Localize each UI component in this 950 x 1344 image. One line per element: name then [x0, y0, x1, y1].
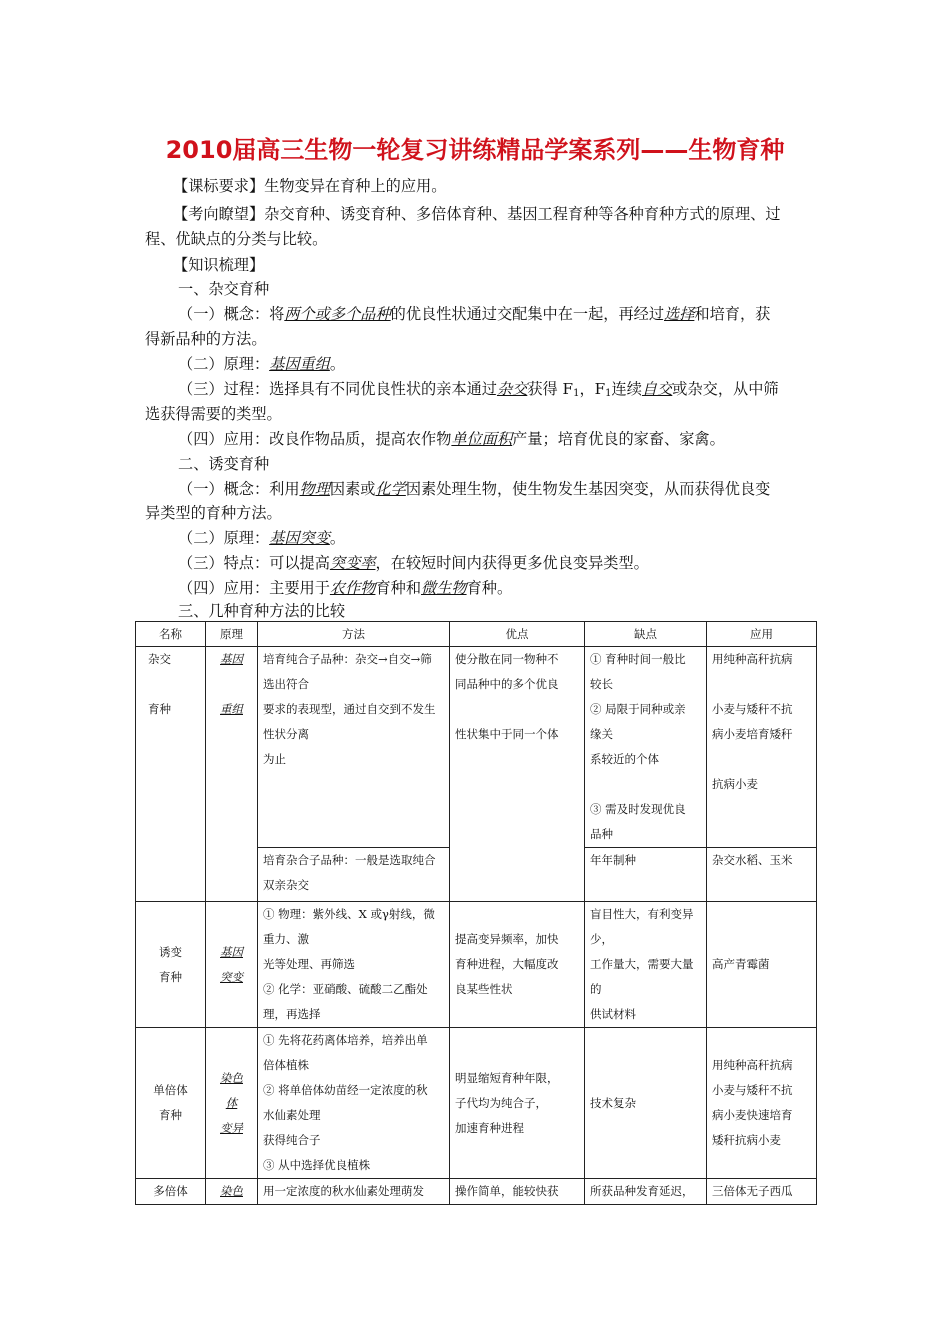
cross-breeding-method-b: 培育杂合子品种：一般是选取纯合 双亲杂交 [258, 848, 450, 902]
section-2-heading: 二、诱变育种 [178, 455, 270, 473]
haploid-breeding-method: ① 先将花药离体培养，培养出单 倍体植株 ② 将单倍体幼苗经一定浓度的秋 水仙素处理 获得纯合子 ③ 从中选择优良植株 [258, 1028, 450, 1179]
haploid-breeding-name-cell: 单倍体 育种 [136, 1028, 206, 1179]
polyploid-breeding-method: 用一定浓度的秋水仙素处理萌发 [258, 1179, 450, 1205]
cross-breeding-app-b: 杂交水稻、玉米 [707, 848, 817, 902]
s2-feature-line: （三）特点：可以提高突变率，在较短时间内获得更多优良变异类型。 [178, 554, 649, 572]
polyploid-breeding-name-cell: 多倍体 [136, 1179, 206, 1205]
s1-concept-line: （一）概念：将两个或多个品种的优良性状通过交配集中在一起，再经过选择和培育，获 [178, 305, 771, 323]
table-row [136, 1028, 817, 1179]
mutation-breeding-pros: 提高变异频率，加快 育种进程，大幅度改 良某些性状 [450, 902, 585, 1028]
polyploid-breeding-cons: 所获品种发育延迟， [585, 1179, 707, 1205]
haploid-breeding-pros: 明显缩短育种年限， 子代均为纯合子， 加速育种进程 [450, 1028, 585, 1179]
cell-text: 用纯种高秆抗病 [712, 652, 793, 666]
cross-breeding-pros-cell [450, 647, 585, 902]
mutation-breeding-name-cell: 诱变 育种 [136, 902, 206, 1028]
cross-breeding-cons-a: ① 育种时间一般比 较长 ② 局限于同种或亲 缘关 系较近的个体 ③ 需及时发现优良 品种 [585, 647, 707, 848]
cross-breeding-app-a [707, 647, 817, 848]
knowledge-heading: 【知识梳理】 [173, 256, 265, 274]
header-cons: 缺点 [585, 622, 707, 647]
polyploid-breeding-pros: 操作简单，能较快获 [450, 1179, 585, 1205]
cell-text: 基因 [220, 652, 243, 666]
s2-concept-line: （一）概念：利用物理因素或化学因素处理生物，使生物发生基因突变，从而获得优良变 [178, 480, 771, 498]
cell-text: 重组 [220, 702, 243, 716]
haploid-breeding-cons: 技术复杂 [585, 1028, 707, 1179]
cell-text: 小麦与矮秆不抗 病小麦培育矮秆 [712, 702, 793, 741]
header-principle: 原理 [206, 622, 258, 647]
s1-application-line: （四）应用：改良作物品质，提高农作物单位面积产量；培育优良的家畜、家禽。 [178, 430, 725, 448]
cell-text: 育种 [148, 702, 171, 716]
cell-text: 使分散在同一物种不 同品种中的多个优良 [455, 652, 559, 691]
table-row [136, 902, 817, 1028]
s1-principle-line: （二）原理：基因重组。 [178, 355, 346, 373]
polyploid-breeding-principle-cell: 染色 [206, 1179, 258, 1205]
s2-concept-line-2: 异类型的育种方法。 [145, 504, 282, 522]
s1-process-line-2: 选获得需要的类型。 [145, 405, 282, 423]
mutation-breeding-principle-cell: 基因 突变 [206, 902, 258, 1028]
table-header-row [136, 622, 817, 647]
header-application: 应用 [707, 622, 817, 647]
mutation-breeding-app: 高产青霉菌 [707, 902, 817, 1028]
cross-breeding-method-a: 培育纯合子品种：杂交→自交→筛 选出符合 要求的表现型，通过自交到不发生 性状分离 为止 [258, 647, 450, 848]
s2-principle-line: （二）原理：基因突变。 [178, 529, 346, 547]
s1-concept-line-2: 得新品种的方法。 [145, 330, 267, 348]
mutation-breeding-cons: 盲目性大，有利变异 少， 工作量大，需要大量 的 供试材料 [585, 902, 707, 1028]
header-pros: 优点 [450, 622, 585, 647]
table-row [136, 1179, 817, 1205]
cell-text: 抗病小麦 [712, 777, 758, 791]
outlook-line-1: 【考向瞭望】杂交育种、诱变育种、多倍体育种、基因工程育种等各种育种方式的原理、过 [173, 205, 781, 223]
cross-breeding-cons-b: 年年制种 [585, 848, 707, 902]
cross-breeding-name-cell [136, 647, 206, 902]
page-title: 2010届高三生物一轮复习讲练精品学案系列——生物育种 [165, 136, 785, 164]
outlook-line-2: 程、优缺点的分类与比较。 [145, 230, 328, 248]
polyploid-breeding-app: 三倍体无子西瓜 [707, 1179, 817, 1205]
header-method: 方法 [258, 622, 450, 647]
haploid-breeding-principle-cell: 染色 体 变异 [206, 1028, 258, 1179]
section-3-heading: 三、几种育种方法的比较 [178, 602, 346, 620]
table-row [136, 647, 817, 848]
s1-process-line: （三）过程：选择具有不同优良性状的亲本通过杂交获得 $F_1$，$F_1$连续自交或杂交，从中筛 [178, 380, 779, 399]
haploid-breeding-app: 用纯种高秆抗病 小麦与矮秆不抗 病小麦快速培育 矮秆抗病小麦 [707, 1028, 817, 1179]
section-1-heading: 一、杂交育种 [178, 280, 270, 298]
comparison-table [135, 621, 817, 1205]
header-name: 名称 [136, 622, 206, 647]
cell-text: 性状集中于同一个体 [455, 727, 559, 741]
s2-application-line: （四）应用：主要用于农作物育种和微生物育种。 [178, 579, 513, 597]
cross-breeding-principle-cell [206, 647, 258, 902]
mutation-breeding-method: ① 物理：紫外线、X 或γ射线，微 重力、激 光等处理、再筛选 ② 化学：亚硝酸、硫酸二乙酯处 理，再选择 [258, 902, 450, 1028]
requirement-line: 【课标要求】生物变异在育种上的应用。 [173, 177, 447, 195]
cell-text: 杂交 [148, 652, 171, 666]
